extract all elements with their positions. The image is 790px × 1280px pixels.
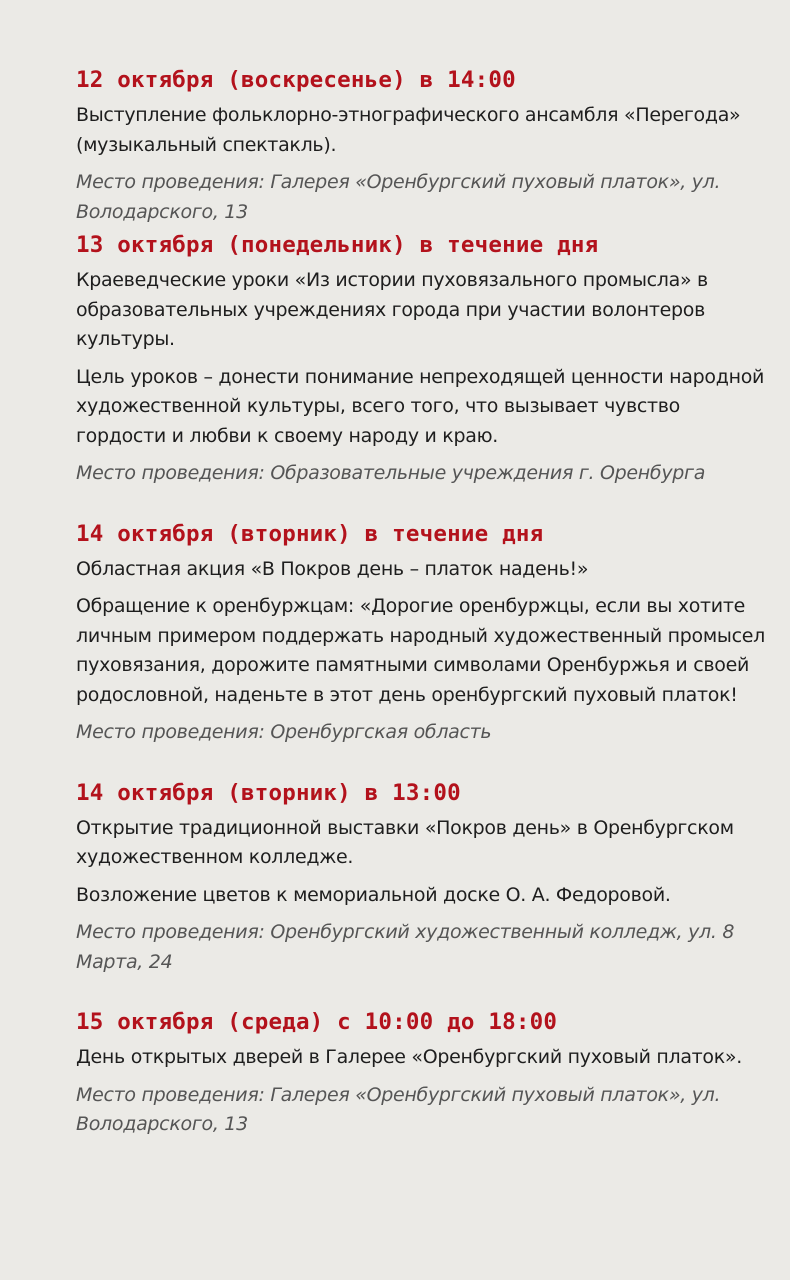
event-date: 14 октября (вторник) в течение дня xyxy=(76,520,544,547)
event-date: 14 октября (вторник) в 13:00 xyxy=(76,779,461,806)
event-spacer xyxy=(76,977,766,1004)
event-venue: Место проведения: Оренбургская область xyxy=(76,721,492,743)
event-item xyxy=(76,516,766,748)
event-description: Цель уроков – донести понимание непреходящей ценности народной художественной культуры, всего того, что вызывает чувство гордости и любви к своему народу и краю. xyxy=(76,365,765,447)
event-spacer xyxy=(76,748,766,775)
event-date: 12 октября (воскресенье) в 14:00 xyxy=(76,67,516,93)
event-venue: Место проведения: Образовательные учреждения г. Оренбурга xyxy=(76,462,706,484)
event-date: 13 октября (понедельник) в течение дня xyxy=(76,232,599,258)
event-description: Открытие традиционной выставки «Покров день» в Оренбургском художественном колледже. xyxy=(76,816,734,868)
event-item xyxy=(76,227,766,489)
event-item xyxy=(76,775,766,978)
event-spacer xyxy=(76,489,766,516)
event-item xyxy=(76,62,766,227)
event-description: Краеведческие уроки «Из истории пуховязального промысла» в образовательных учреждениях города при участии волонтеров культуры. xyxy=(76,269,708,350)
event-description: Возложение цветов к мемориальной доске О. А. Федоровой. xyxy=(76,883,671,906)
event-item xyxy=(76,1004,766,1140)
event-description: Обращение к оренбуржцам: «Дорогие оренбуржцы, если вы хотите личным примером поддержать народный художественный промысел пуховязания, дорожите памятными символами Оренбуржья и своей родословной, наденьте в этот день оренбургский пуховый платок! xyxy=(76,595,765,706)
event-description: Выступление фольклорно-этнографического ансамбля «Перегода» (музыкальный спектакль). xyxy=(76,104,741,156)
event-venue: Место проведения: Галерея «Оренбургский пуховый платок», ул. Володарского, 13 xyxy=(76,1083,721,1135)
event-venue: Место проведения: Галерея «Оренбургский пуховый платок», ул. Володарского, 13 xyxy=(76,171,721,223)
event-schedule xyxy=(76,62,766,1140)
event-venue: Место проведения: Оренбургский художественный колледж, ул. 8 Марта, 24 xyxy=(76,921,735,973)
event-description: День открытых дверей в Галерее «Оренбургский пуховый платок». xyxy=(76,1046,742,1068)
event-description: Областная акция «В Покров день – платок надень!» xyxy=(76,557,589,580)
event-date: 15 октября (среда) с 10:00 до 18:00 xyxy=(76,1009,558,1035)
